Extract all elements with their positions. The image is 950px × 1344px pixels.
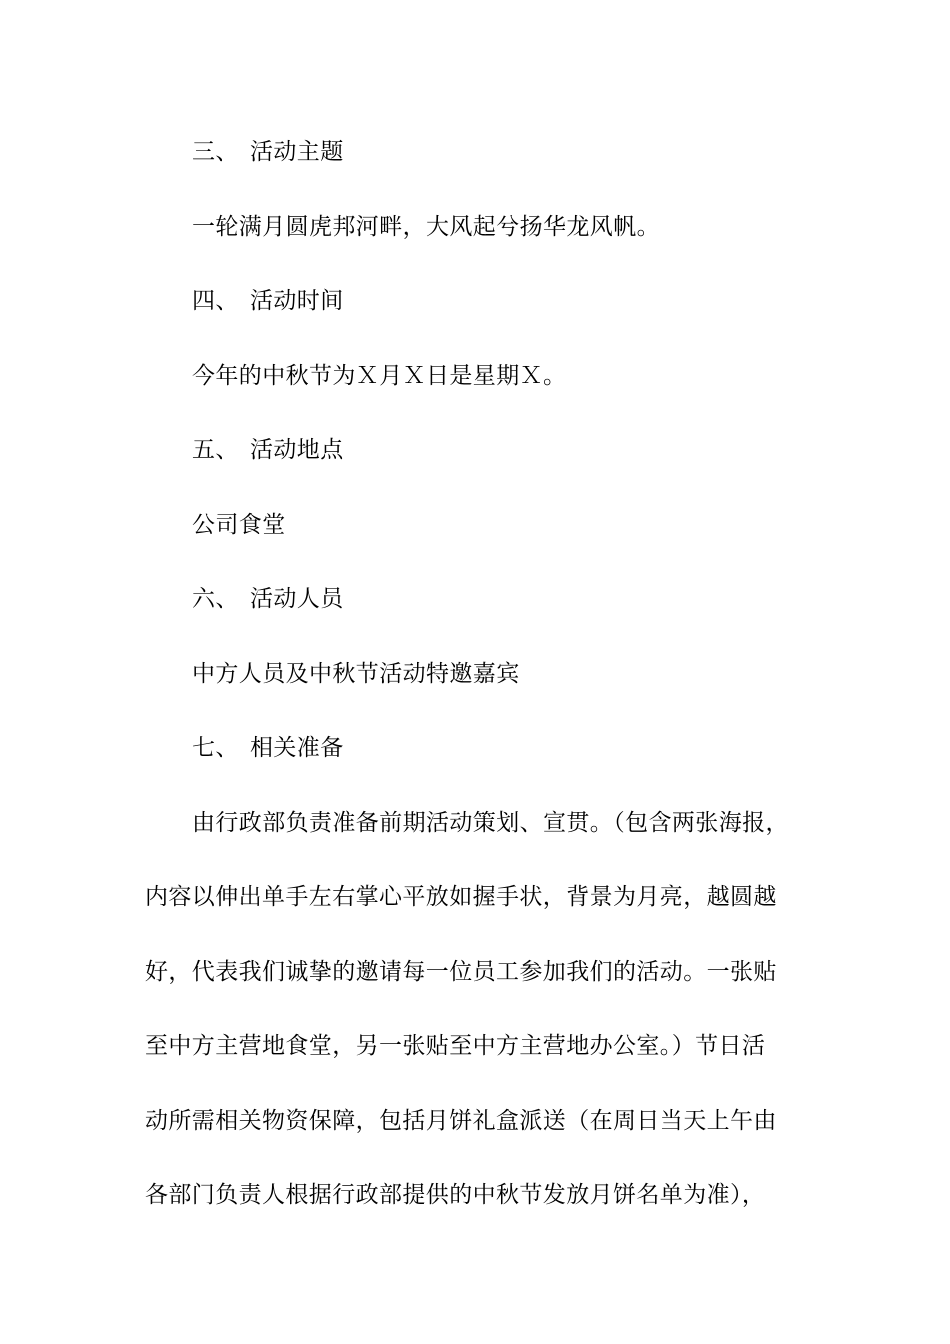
paragraph-line: 动所需相关物资保障，包括月饼礼盒派送（在周日当天上午由 (145, 1108, 777, 1134)
section-heading-preparation (192, 733, 344, 763)
section-number: 六、 (192, 586, 239, 612)
section-title: 活动时间 (250, 288, 344, 314)
section-number: 五、 (192, 437, 239, 463)
section-title: 活动地点 (250, 437, 344, 463)
section-content-time: 今年的中秋节为Ｘ月Ｘ日是星期Ｘ。 (192, 363, 567, 389)
section-number: 三、 (192, 139, 239, 165)
section-heading-location (192, 435, 344, 465)
section-title: 活动人员 (250, 586, 344, 612)
section-heading-theme (192, 137, 344, 167)
paragraph-line: 各部门负责人根据行政部提供的中秋节发放月饼名单为准）， (145, 1182, 766, 1208)
paragraph-line: 至中方主营地食堂，另一张贴至中方主营地办公室。）节日活 (145, 1033, 766, 1059)
paragraph-line: 内容以伸出单手左右掌心平放如握手状，背景为月亮，越圆越 (145, 884, 777, 910)
paragraph-line: 由行政部负责准备前期活动策划、宣贯。（包含两张海报， (192, 810, 789, 836)
section-content-theme: 一轮满月圆虎邦河畔，大风起兮扬华龙风帆。 (192, 214, 660, 240)
paragraph-line: 好，代表我们诚挚的邀请每一位员工参加我们的活动。一张贴 (145, 959, 777, 985)
section-content-people: 中方人员及中秋节活动特邀嘉宾 (192, 661, 520, 687)
section-heading-time (192, 286, 344, 316)
section-title: 相关准备 (250, 735, 344, 761)
section-number: 七、 (192, 735, 239, 761)
section-title: 活动主题 (250, 139, 344, 165)
section-heading-people (192, 584, 344, 614)
section-content-location: 公司食堂 (192, 512, 286, 538)
section-number: 四、 (192, 288, 239, 314)
